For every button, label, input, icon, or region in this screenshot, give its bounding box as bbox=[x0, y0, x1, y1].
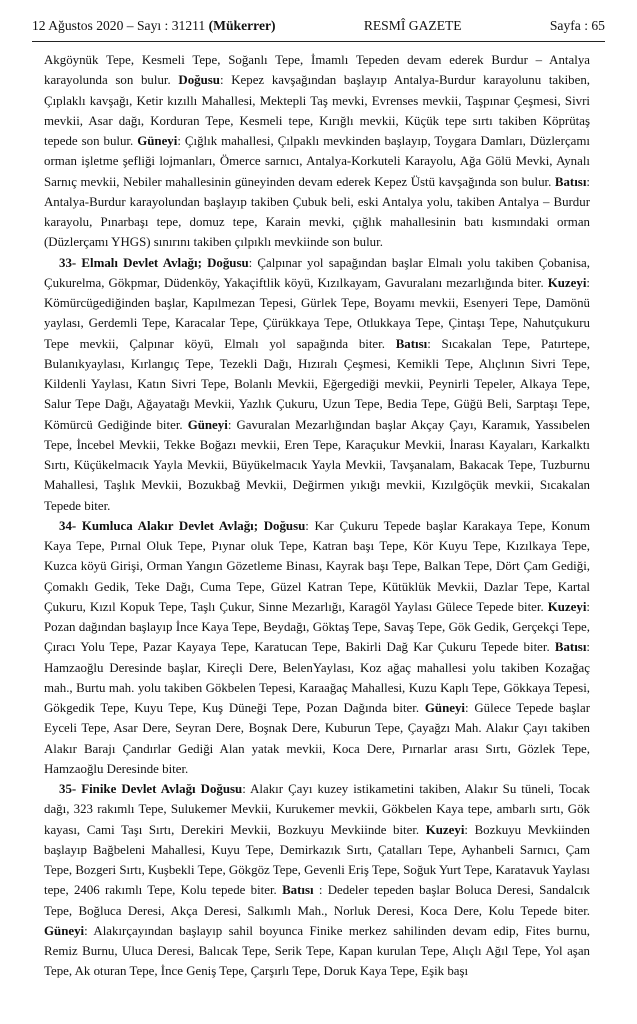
paragraph-text: : Hamzaoğlu Deresinde başlar, Kireçli Dere, BelenYaylası, Koz ağaç mahallesi yolu takiben Kozağaç mah., Burtu mah. yolu takiben Gökbelen Tepesi, Karaağaç Mahallesi, Kuzu Kaplı Tepe, Gökkaya Tepesi, Gökgedik Tepe, Kuyu Tepe, Kuş Düneği Tepe, Pozan Dağında biter. bbox=[44, 640, 590, 715]
bold-heading-text: Kuzeyi bbox=[425, 822, 465, 837]
document-body bbox=[44, 50, 590, 982]
paragraph-text: : Kar Çukuru Tepede başlar Karakaya Tepe, Konum Kaya Tepe, Pırnal Oluk Tepe, Pıynar oluk Tepe, Katran başı Tepe, Kör Kuyu Tepe, Kızılkaya Tepe, Kuzca köyü Girişi, Orman Yangın Gözetleme Binası, Kayrak başı Tepe, Balkan Tepe, Dört Çam Gediği, Çomaklı Gedik, Teke Dağı, Cuma Tepe, Güzel Katran Tepe, Kütüklük Mevkii, Dazlar Tepe, Kartal Çukuru, Kızıl Kopuk Tepe, Taşlı Çukur, Sinne Mezarlığı, Karagöl Yaylası Gülece Tepede biter. bbox=[44, 518, 590, 614]
page-header bbox=[32, 18, 605, 40]
bold-heading-text: 35- Finike Devlet Avlağı Doğusu bbox=[59, 782, 243, 796]
repeat-label: (Mükerrer) bbox=[208, 18, 276, 33]
paragraph-text: : Dedeler tepeden başlar Boluca Deresi, Sandalcık Tepe, Boğluca Deresi, Akça Deresi, Salkımlı Mah., Norluk Deresi, Koca Dere, Kolu Tepede biter. bbox=[44, 883, 590, 918]
gazette-title: RESMÎ GAZETE bbox=[363, 18, 462, 33]
paragraph-text: : Bozkuyu Mevkiinden başlayıp Bağbeleni Mahallesi, Kuyu Tepe, Demirkazık Sırtı, Çatalları Tepe, Ayhanbeli Sarnıcı, Çam Tepe, Bozgeri Sırtı, Kuşbekli Tepe, Gökgöz Tepe, Gevenli Eriş Tepe, Soğuk Yurt Tepe, Karatavuk Yaylası tepe, 2406 rakımlı Tepe, Kolu tepede biter. bbox=[44, 822, 590, 898]
paragraph-text: : Kepez kavşağından başlayıp Antalya-Burdur karayolunu takiben, Çıplaklı kavşağı, Ketir kızıllı Mahallesi, Mektepli Taş mevki, Evrenses mevkii, Taşpınar Çeşmesi, Sivri mevkii, Asar dağı, Korduran Tepe, Kesmeli tepe, Kırığlı mevkii, Küçük tepe sırtı takiben Köprütaş tepede son bulur. bbox=[44, 73, 590, 148]
paragraph bbox=[44, 516, 590, 779]
bold-heading-text: Güneyi bbox=[44, 923, 85, 938]
bold-heading-text: Kuzeyi bbox=[547, 599, 587, 614]
paragraph-text: : Antalya-Burdur karayolundan başlayıp takiben Çubuk beli, eski Antalya yolu, takiben Antalya – Burdur karayolu, Pınarbaşı tepe, domuz tepe, Karain mevki, çığlık mahallesinin batı kısmındaki orman (Düzlerçamı YHGS) sınırını takiben çılpıklı mevkiinde son bulur. bbox=[44, 174, 590, 250]
bold-heading-text: Batısı bbox=[554, 174, 587, 189]
paragraph-text: : Çalpınar yol sapağından başlar Elmalı yolu takiben Çobanisa, Çukurelma, Gökpmar, Düdenköy, Yakaçiftlik köyü, Kızılkayam, Gavuralanı mezarlığında biter. bbox=[44, 255, 590, 290]
issue-info bbox=[32, 18, 276, 34]
bold-heading-text: 33- Elmalı Devlet Avlağı; Doğusu bbox=[59, 255, 249, 270]
bold-heading-text: Batısı bbox=[282, 883, 314, 898]
paragraph-text: : Kömürcügediğinden başlar, Kapılmezan Tepesi, Gürlek Tepe, Boyamı mevkii, Esenyeri Tepe, Damönü yaylası, Gerdemli Tepe, Karacalar Tepe, Çürükkaya Tepe, Otlukkaya Tepe, Çintaşı Tepe, Nahutçukuru Tepe mevkii, Çalpınar köyü, Elmalı yol sapağında biter. bbox=[44, 275, 590, 351]
paragraph-text: : Gavuralan Mezarlığından başlar Akçay Çayı, Karamık, Yassıbelen Tepe, İncebel Mevkii, Tekke Boğazı mevkii, Eren Tepe, Karaçukur Mevkii, İnarası Kayaları, Karkalktı Sırtı, Küçükelmacık Yayla Mevkii, Büyükelmacık Yayla Mevkii, Tavşanalam, Bakacak Tepe, Tuzburnu Mahallesi, Taşlık Mevkii, Bozukbağ Mevkii, Değirmen yıkığı mevkii, Kızılgöçük mevkii, Sıcakalan Tepede biter. bbox=[44, 417, 591, 513]
bold-heading-text: Batısı bbox=[554, 640, 587, 655]
issue-date-number: 12 Ağustos 2020 – Sayı : 31211 bbox=[32, 18, 206, 33]
bold-heading-text: Batısı bbox=[395, 336, 428, 351]
paragraph bbox=[44, 779, 590, 982]
page-number: Sayfa : 65 bbox=[549, 18, 605, 33]
bold-heading-text: Kuzeyi bbox=[547, 275, 587, 290]
bold-heading-text: Güneyi bbox=[137, 134, 178, 148]
bold-heading-text: Doğusu bbox=[178, 73, 220, 88]
paragraph-text: : Pozan dağından başlayıp İnce Kaya Tepe, Beydağı, Göktaş Tepe, Savaş Tepe, Gök Gedik, Gerçekçi Tepe, Çıracı Yolu Tepe, Pazar Kayaya Tepe, Karatucan Tepe, Bakirli Dağ Kar Çukuru Tepede biter. bbox=[44, 599, 590, 655]
paragraph-text: : Sıcakalan Tepe, Patırtepe, Bulanıkyaylası, Kırlangıç Tepe, Tezekli Dağı, Hızıralı Çeşmesi, Kemikli Tepe, Alıçlının Sivri Tepe, Kildenli Yaylası, Katın Sivri Tepe, Bolanlı Mevkii, Eğergediği mevkii, Peynirli Tepeler, Alkaya Tepe, Salur Tepe Dağı, Ağayatağı Mevkii, Yazlık Çukuru, Uzun Tepe, Bedia Tepe, Güğü Beli, Sarptaşı Tepe, Kömürcü Gediğinde biter. bbox=[44, 336, 590, 432]
paragraph bbox=[44, 253, 590, 516]
paragraph-text: : Gülece Tepede başlar Eyceli Tepe, Asar Dere, Seyran Dere, Boşnak Dere, Kuburun Tepe, Çayağzı Mah. Alakır Çayı takiben Alakır Barajı Çandırlar Gediği Alan yatak mevkii, Koca Dere, Pırnarlar arası Sırtı, Gözlek Tepe, Hamzaoğlu Deresinde biter. bbox=[44, 701, 590, 776]
header-divider bbox=[32, 41, 605, 42]
paragraph bbox=[44, 50, 590, 253]
bold-heading-text: Güneyi bbox=[187, 417, 228, 432]
paragraph-text: : Çığlık mahallesi, Çılpaklı mevkinden başlayıp, Toygara Damları, Düzlerçamı orman işletme şefliği lojmanları, Ömerce sarnıcı, Antalya-Korkuteli Karayolu, Ağa Gölü Mevki, Aynalı Sarnıç mevkii, Nebiler mahallesinin güneyinden devam ederek Kepez Üstü kavşağında son bulur. bbox=[44, 134, 591, 189]
bold-heading-text: Güneyi bbox=[424, 701, 465, 715]
paragraph-text: Akgöynük Tepe, Kesmeli Tepe, Soğanlı Tepe, İmamlı Tepeden devam ederek Burdur – Antalya karayolunda son bulur. bbox=[44, 53, 590, 88]
bold-heading-text: 34- Kumluca Alakır Devlet Avlağı; Doğusu bbox=[59, 518, 306, 533]
paragraph-text: : Alakırçayından başlayıp sahil boyunca Finike merkez sahilinden devam edip, Fites burnu, Remiz Burnu, Uluca Deresi, Balıcak Tepe, Serik Tepe, Kapan kurulan Tepe, Alıçlı Ağıl Tepe, Yol aşan Tepe, Ak oturan Tepe, İnce Geniş Tepe, Çarşırlı Tepe, Doruk Kaya Tepe, Eşik başı bbox=[44, 923, 590, 979]
paragraph-text: : Alakır Çayı kuzey istikametini takiben, Alakır Su tüneli, Tocak dağı, 323 rakımlı Tepe, Sulukemer Mevkii, Kurukemer mevkii, Gökbelen Kaya tepe, ambarlı sırtı, Gök kayası, Cami Taşı Sırtı, Derekiri Mevkii, Bozkuyu Mevkiinde biter. bbox=[44, 782, 590, 837]
